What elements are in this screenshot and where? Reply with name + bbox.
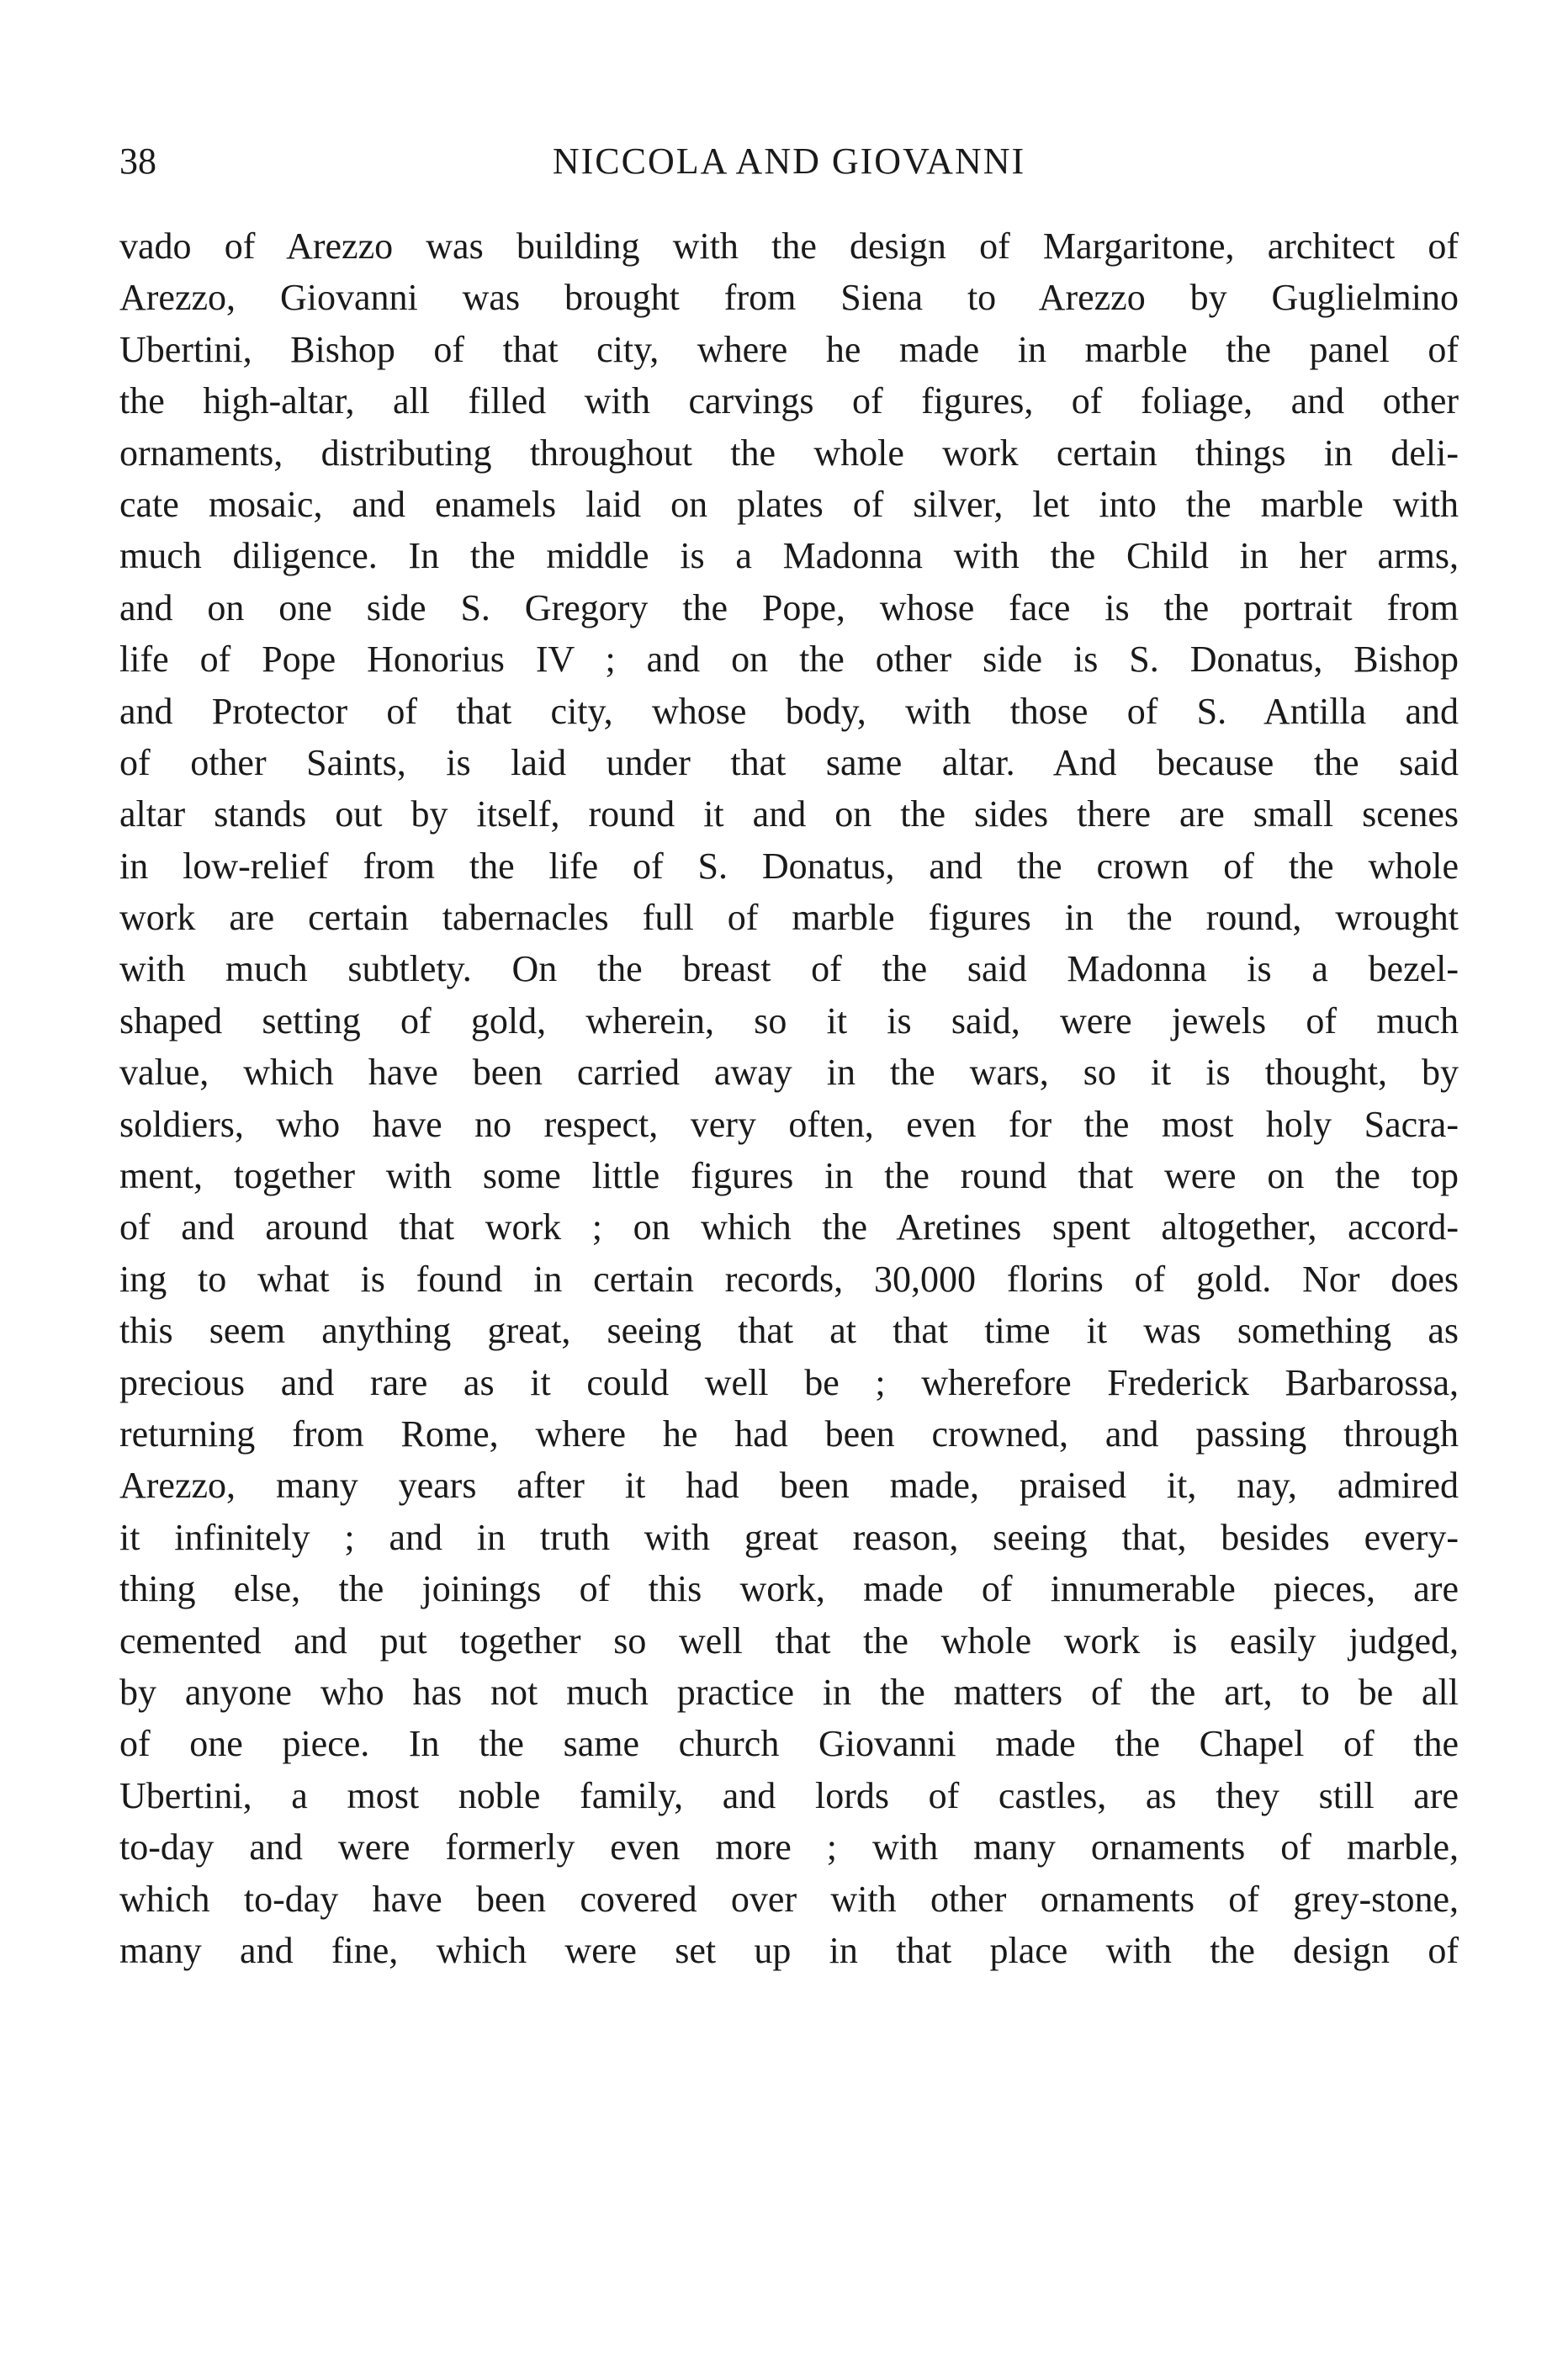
text-line: of and around that work ; on which the Aretines spent altogether, accord- [119,1206,1459,1248]
text-line: soldiers, who have no respect, very often, even for the most holy Sacra- [119,1103,1459,1145]
text-line: vado of Arezzo was building with the design of Margaritone, architect of [119,225,1459,267]
running-title: NICCOLA AND GIOVANNI [552,140,1026,182]
text-line: by anyone who has not much practice in the matters of the art, to be all [119,1671,1459,1713]
text-line: much diligence. In the middle is a Madonna with the Child in her arms, [119,535,1459,577]
text-line: of other Saints, is laid under that same altar. And because the said [119,741,1459,783]
text-line: the high-altar, all filled with carvings of figures, of foliage, and other [119,380,1459,422]
text-line: life of Pope Honorius IV ; and on the other side is S. Donatus, Bishop [119,639,1459,681]
text-line: Ubertini, Bishop of that city, where he made in marble the panel of [119,328,1459,370]
text-line: and on one side S. Gregory the Pope, whose face is the portrait from [119,586,1459,628]
page-number: 38 [119,140,156,182]
text-line: ornaments, distributing throughout the whole work certain things in deli- [119,432,1459,474]
text-line: many and fine, which were set up in that place with the design of [119,1929,1459,1971]
text-line: of one piece. In the same church Giovanni made the Chapel of the [119,1723,1459,1765]
text-line: altar stands out by itself, round it and on the sides there are small scenes [119,793,1459,835]
text-line: it infinitely ; and in truth with great reason, seeing that, besides every- [119,1516,1459,1558]
text-line: Arezzo, many years after it had been made, praised it, nay, admired [119,1465,1459,1507]
running-head [119,135,1459,188]
text-line: value, which have been carried away in the wars, so it is thought, by [119,1052,1459,1094]
text-line: in low-relief from the life of S. Donatus, and the crown of the whole [119,845,1459,887]
text-line: returning from Rome, where he had been crowned, and passing through [119,1413,1459,1455]
text-line: cate mosaic, and enamels laid on plates of silver, let into the marble with [119,483,1459,525]
text-line: precious and rare as it could well be ; wherefore Frederick Barbarossa, [119,1361,1459,1403]
text-line: shaped setting of gold, wherein, so it is said, were jewels of much [119,999,1459,1042]
text-line: Ubertini, a most noble family, and lords of castles, as they still are [119,1774,1459,1816]
text-line: which to-day have been covered over with other ornaments of grey-stone, [119,1878,1459,1920]
text-line: ment, together with some little figures in the round that were on the top [119,1155,1459,1197]
text-line: ing to what is found in certain records, 30,000 florins of gold. Nor does [119,1258,1459,1300]
text-line: and Protector of that city, whose body, with those of S. Antilla and [119,690,1459,732]
text-line: to-day and were formerly even more ; with many ornaments of marble, [119,1826,1459,1868]
text-line: work are certain tabernacles full of marble figures in the round, wrought [119,897,1459,939]
text-line: Arezzo, Giovanni was brought from Siena to Arezzo by Guglielmino [119,277,1459,319]
text-line: thing else, the joinings of this work, made of innumerable pieces, are [119,1568,1459,1610]
text-line: this seem anything great, seeing that at that time it was something as [119,1310,1459,1352]
text-line: cemented and put together so well that the whole work is easily judged, [119,1619,1459,1662]
body-paragraph [119,220,1459,1976]
text-line: with much subtlety. On the breast of the said Madonna is a bezel- [119,948,1459,990]
